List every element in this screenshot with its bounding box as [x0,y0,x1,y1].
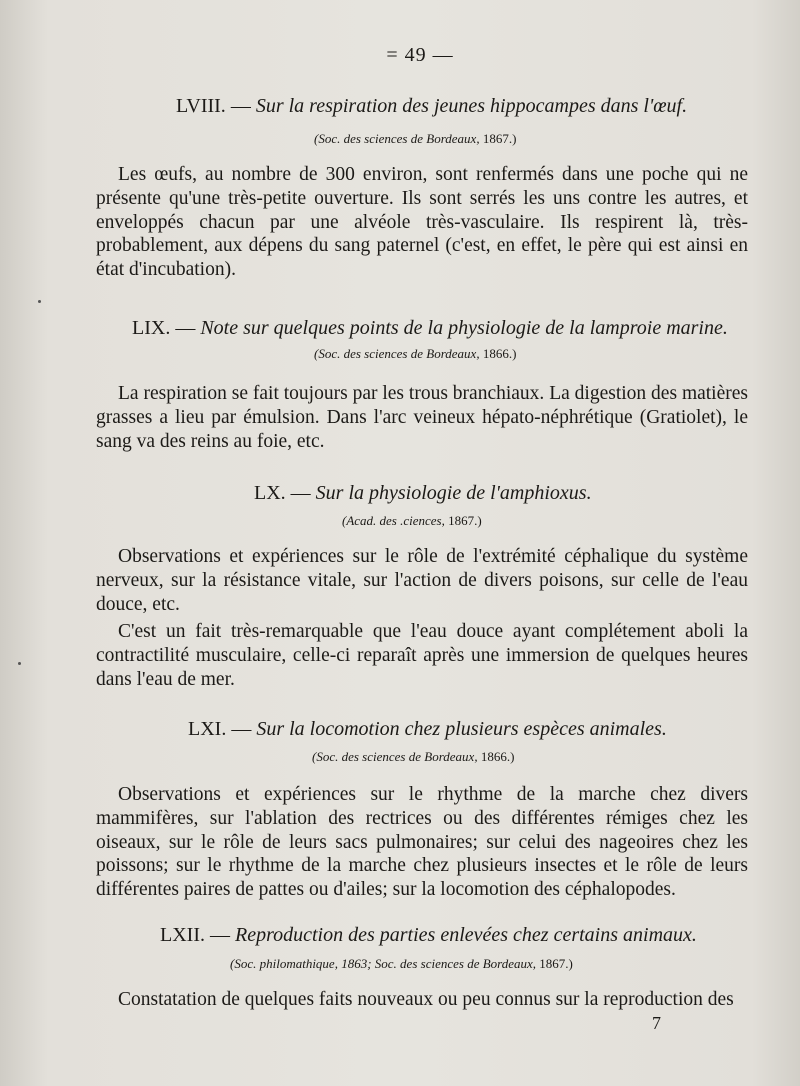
heading-dash: — [230,95,251,117]
section-title: Sur la locomotion chez plusieurs espèces animales. [256,718,667,740]
source-text: (Soc. philomathique, 1863; Soc. des sciences de Bordeaux, [230,956,537,971]
heading-dash: — [175,317,196,339]
heading-dash: — [209,924,230,946]
section-number: LX. [254,482,286,504]
heading-dash: — [290,482,311,504]
source-year: 1867.) [539,956,573,971]
signature-mark: 7 [652,1013,661,1033]
section-title: Reproduction des parties enlevées chez certains animaux. [234,924,697,946]
source-text: (Soc. des sciences de Bordeaux, [314,346,480,361]
section-title: Sur la physiologie de l'amphioxus. [315,482,592,504]
source-year: 1866.) [480,749,515,764]
section-source-lviii [314,131,516,147]
page-number: = 49 — [386,44,454,66]
paragraph: Observations et expériences sur le rôle de l'extrémité céphalique du système nerveux, sur la résistance vitale, sur l'action de divers poisons, sur celle de l'eau douce, etc. [96,546,748,615]
section-number: LXI. [188,718,227,740]
section-source-lxii [230,956,573,972]
section-number: LXII. [160,924,205,946]
section-heading-lxi [188,718,667,741]
section-heading-lxii [160,924,697,947]
source-text: (Acad. des .ciences, [342,513,445,528]
source-year: 1867.) [448,513,482,528]
paragraph: Constatation de quelques faits nouveaux ou peu connus sur la reproduction des [118,989,734,1010]
section-title: Sur la respiration des jeunes hippocampes dans l'œuf. [255,95,688,117]
source-year: 1867.) [482,131,517,146]
paragraph: C'est un fait très-remarquable que l'eau douce ayant complétement aboli la contractilité musculaire, celle-ci reparaît après une immersion de quelques heures dans l'eau de mer. [96,621,748,690]
section-source-lx [342,513,482,529]
ink-speck [38,300,41,303]
paragraph: Les œufs, au nombre de 300 environ, sont renfermés dans une poche qui ne présente qu'une très-petite ouverture. Ils sont serrés les uns contre les autres, et enveloppés chacun par une alvéole très-vasculaire. Ils respirent là, très-probablement, aux dépens du sang paternel (c'est, en effet, le père qui est ainsi en état d'incubation). [96,164,748,281]
section-heading-lviii [176,95,687,118]
section-number: LVIII. [176,95,226,117]
source-text: (Soc. des sciences de Bordeaux, [312,749,478,764]
paragraph: Observations et expériences sur le rhythme de la marche chez divers mammifères, sur l'ablation des rectrices ou des différentes rémiges chez les oiseaux, sur le rôle de leurs sacs pulmonaires; sur celui des nageoires chez les poissons; sur le rhythme de la marche chez plusieurs insectes et le rôle de leurs différentes paires de pattes ou d'ailes; sur la locomotion des céphalopodes. [96,784,748,901]
section-source-lix [314,346,516,362]
section-heading-lix [132,317,728,340]
source-year: 1866.) [482,346,517,361]
section-number: LIX. [132,317,171,339]
section-title: Note sur quelques points de la physiologie de la lamproie marine. [200,317,728,339]
source-text: (Soc. des sciences de Bordeaux, [314,131,480,146]
section-heading-lx [254,482,592,505]
heading-dash: — [231,718,252,740]
section-source-lxi [312,749,514,765]
paragraph: La respiration se fait toujours par les trous branchiaux. La digestion des matières grasses a lieu par émulsion. Dans l'arc veineux hépato-néphrétique (Gratiolet), le sang va des reins au foie, etc. [96,383,748,452]
ink-speck [18,662,21,665]
